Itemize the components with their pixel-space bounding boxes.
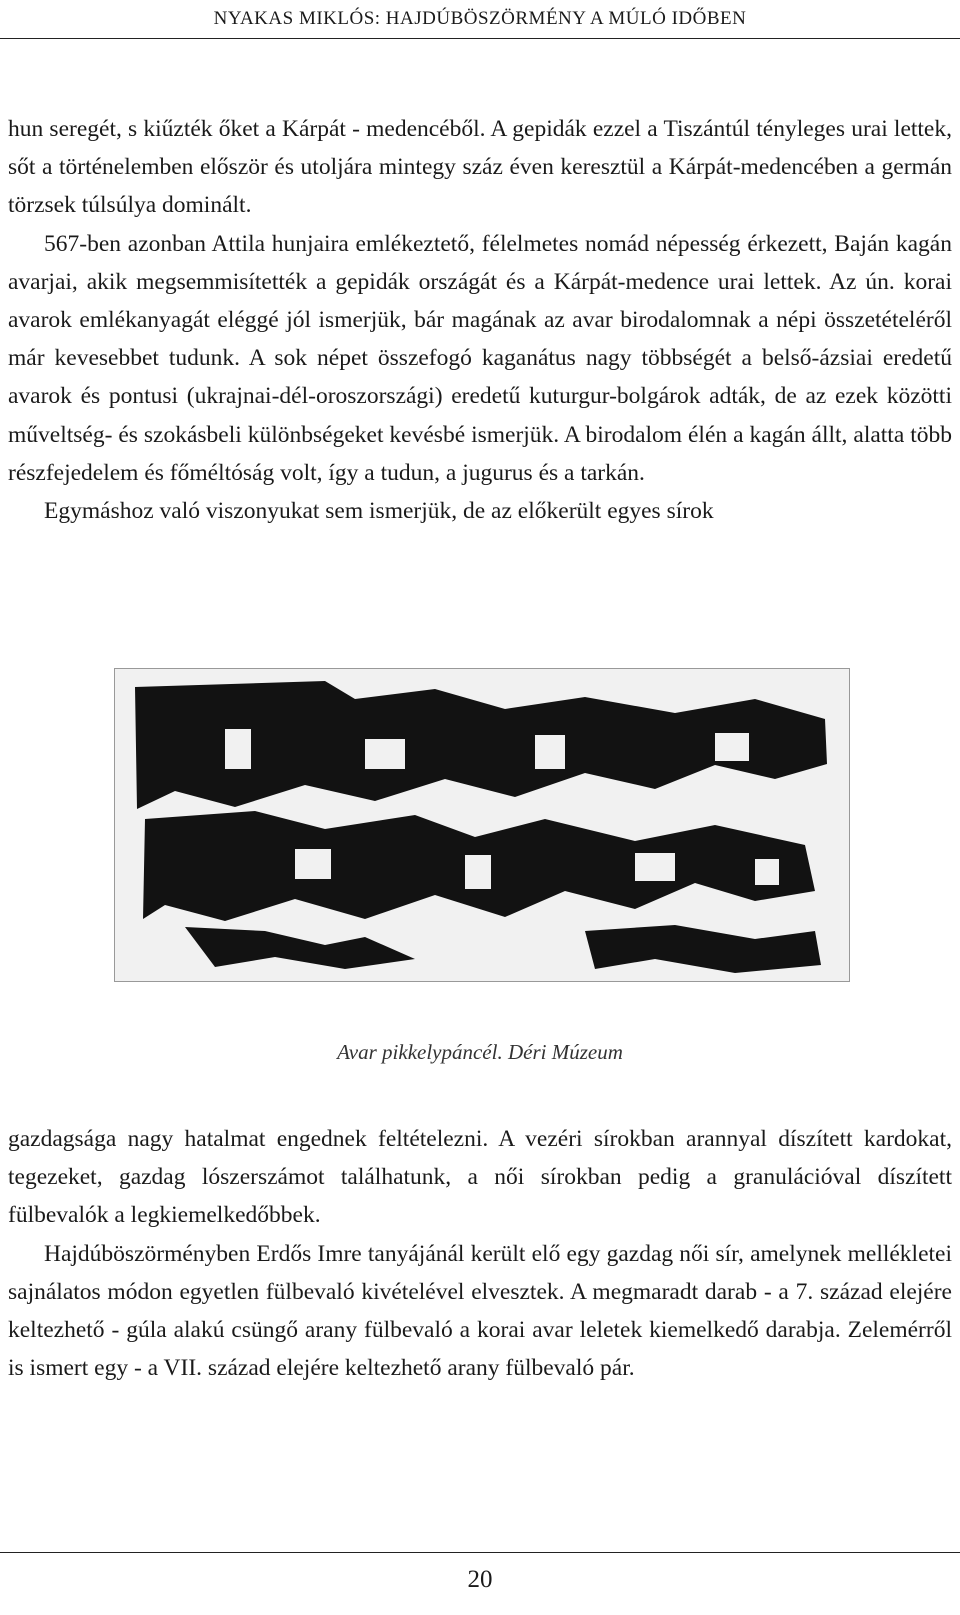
- paragraph: gazdagsága nagy hatalmat engednek feltételezni. A vezéri sírokban arannyal díszített kardokat, tegezeket, gazdag lószerszámot találhatunk, a női sírokban pedig a granulációval díszített fülbevalók a legkiemelkedőbbek.: [8, 1126, 952, 1229]
- running-header-title: NYAKAS MIKLÓS: HAJDÚBÖSZÖRMÉNY A MÚLÓ IDŐBEN: [213, 8, 747, 29]
- body-text-top: [8, 110, 952, 530]
- footer-divider: [0, 1552, 960, 1553]
- figure-caption: Avar pikkelypáncél. Déri Múzeum: [337, 1040, 623, 1064]
- page-number: 20: [467, 1566, 493, 1593]
- paragraph: hun seregét, s kiűzték őket a Kárpát - medencéből. A gepidák ezzel a Tiszántúl tényleges urai lettek, sőt a történelemben először és utoljára mintegy száz éven keresztül a Kárpát-medencében a germán törzsek túlsúlya dominált.: [8, 116, 952, 219]
- running-header: [0, 0, 960, 40]
- paragraph: Hajdúböszörményben Erdős Imre tanyájánál került elő egy gazdag női sír, amelynek mellékletei sajnálatos módon egyetlen fülbevaló kivételével elvesztek. A megmaradt darab - a 7. század elejére keltezhető - gúla alakú csüngő arany fülbevaló a korai avar leletek kiemelkedő darabja. Zelemérről is ismert egy - a VII. század elejére keltezhető arany fülbevaló pár.: [8, 1240, 952, 1382]
- scale-armor-photo: [114, 668, 850, 982]
- body-text-bottom: [8, 1120, 952, 1387]
- header-divider: [0, 38, 960, 39]
- paragraph: 567-ben azonban Attila hunjaira emlékeztető, félelmetes nomád népesség érkezett, Baján kagán avarjai, akik megsemmisítették a gepidák országát és a Kárpát-medence urai lettek. Az ún. korai avarok emlékanyagát eléggé jól ismerjük, bár magának az avar birodalomnak a népi összetételéről már kevesebbet tudunk. A sok népet összefogó kaganátus nagy többségét a belső-ázsiai eredetű avarok és pontusi (ukrajnai-dél-oroszországi) eredetű kuturgur-bolgárok adták, de az ezek közötti műveltség- és szokásbeli különbségeket kevésbé ismerjük. A birodalom élén a kagán állt, alatta több részfejedelem és főméltóság volt, így a tudun, a jugurus és a tarkán.: [8, 230, 952, 486]
- paragraph: Egymáshoz való viszonyukat sem ismerjük, de az előkerült egyes sírok: [44, 498, 714, 525]
